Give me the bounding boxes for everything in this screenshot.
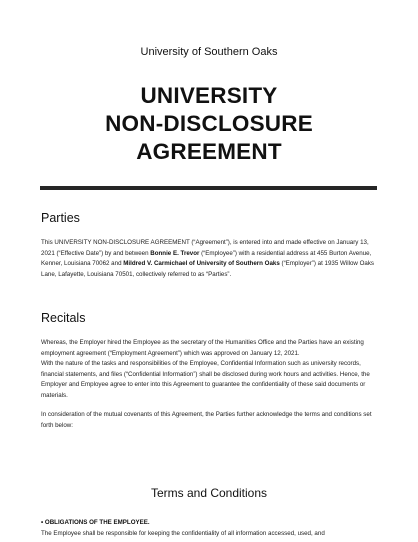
title-line-3: AGREEMENT: [136, 139, 282, 164]
obligations-text: The Employee shall be responsible for keeping the confidentiality of all information accessed, used, and: [41, 530, 325, 537]
parties-text-1: This UNIVERSITY NON-DISCLOSURE AGREEMENT (“Agreement”), is entered into and made effective on January 13, 2021 (“Effective Date”) by and between: [41, 239, 369, 257]
parties-text-3: (“Employer”) at 1935 Willow Oaks Lane, Lafayette, Louisiana 70501, collectively referred to as “Parties”.: [41, 260, 375, 278]
document-title: [0, 82, 418, 166]
recitals-paragraph-3: In consideration of the mutual covenants of this Agreement, the Parties further acknowledge the terms and conditions set forth below:: [41, 411, 372, 429]
parties-heading: Parties: [41, 211, 80, 225]
title-divider: [40, 186, 377, 190]
title-line-2: NON-DISCLOSURE: [105, 111, 313, 136]
obligations-title: • OBLIGATIONS OF THE EMPLOYEE.: [41, 519, 150, 526]
recitals-paragraph-2: With the nature of the tasks and responsibilities of the Employee, Confidential Information such as university records, financial statements, and files (“Confidential Information”) shall be disclosed during work hours and activities. Hence, the Employer and Employee agree to enter into this Agreement to guarantee the confidentiality of these said documents or materials.: [41, 360, 370, 399]
parties-paragraph: [41, 238, 378, 280]
terms-heading: Terms and Conditions: [150, 486, 268, 500]
title-line-1: UNIVERSITY: [140, 83, 278, 108]
parties-text-2: (“Employee”) with a residential address at 455 Burton Avenue, Kenner, Louisiana 70062 and: [41, 249, 372, 268]
employer-name: Mildred V. Carmichael of University of Southern Oaks: [123, 260, 280, 268]
employee-name: Bonnie E. Trevor: [150, 249, 200, 257]
recitals-paragraph-1: Whereas, the Employer hired the Employee as the secretary of the Humanities Office and the Parties have an existing employment agreement (“Employment Agreement”) which was approved on January 12, 2021.: [41, 339, 364, 357]
recitals-heading: Recitals: [41, 311, 86, 325]
organization-name: University of Southern Oaks: [140, 46, 278, 58]
